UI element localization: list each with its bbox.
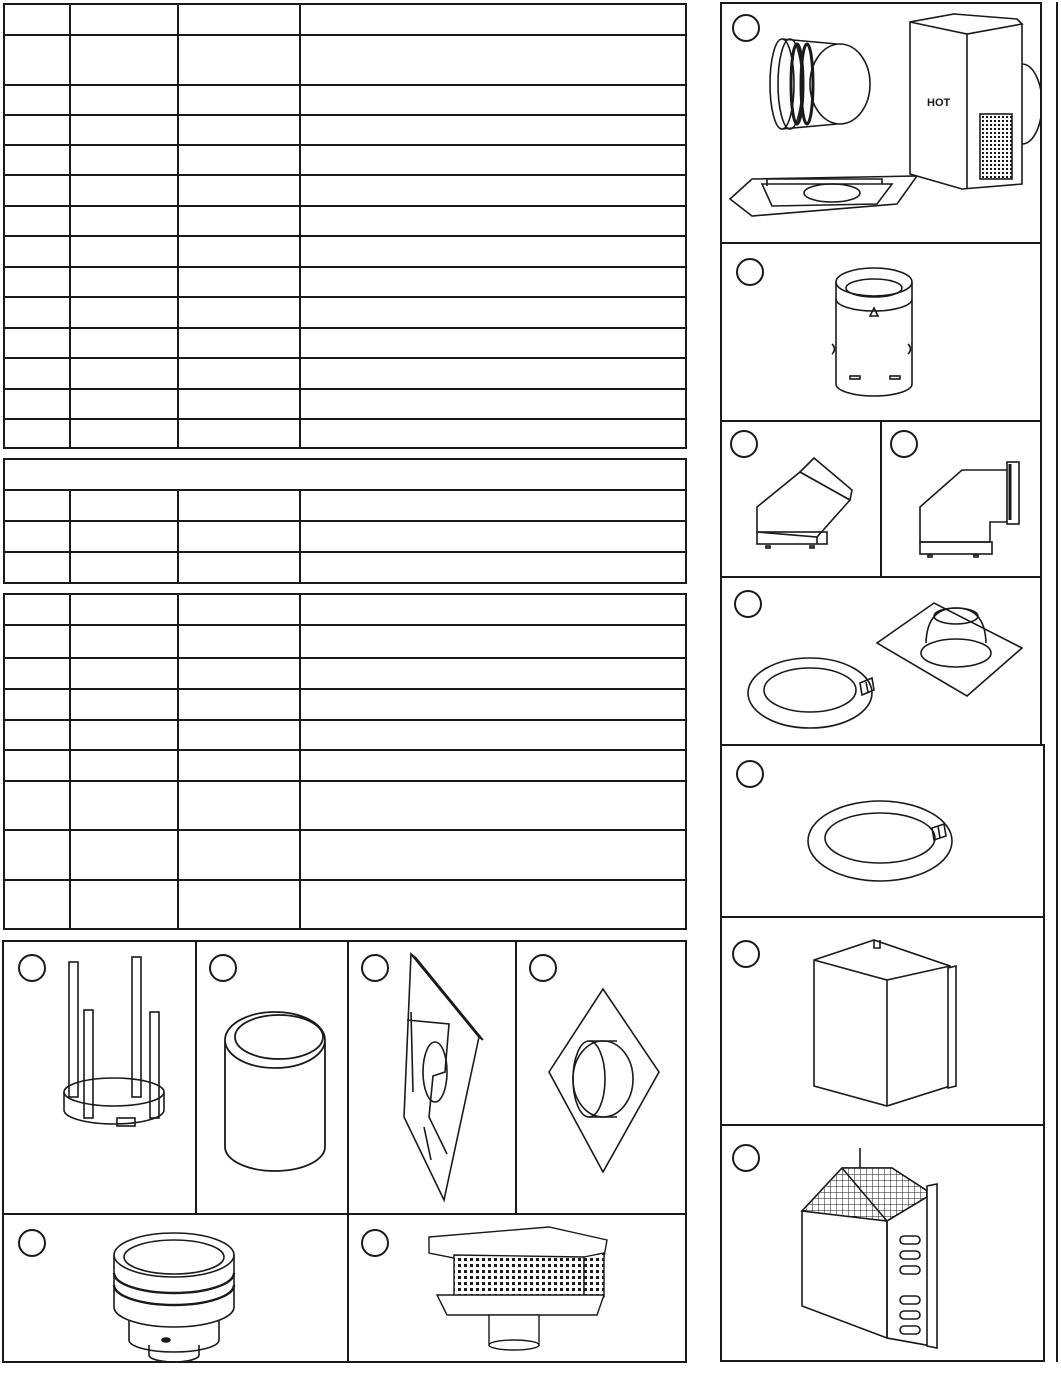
hot-label: HOT — [927, 97, 951, 109]
wall-thimble-drawing — [197, 942, 349, 1215]
round-cap-drawing — [4, 1215, 349, 1363]
table-row — [4, 4, 686, 35]
table-header-row — [4, 459, 686, 490]
table-row — [4, 115, 686, 145]
illustration-trim-collar — [720, 744, 1045, 918]
illustration-square-chimney-cap — [347, 1213, 687, 1363]
illustration-horizontal-termination — [720, 1124, 1045, 1362]
table-row — [4, 85, 686, 115]
table-row — [4, 35, 686, 85]
table-row — [4, 689, 686, 720]
illustration-elbow-90 — [880, 420, 1042, 578]
table-row — [4, 625, 686, 658]
illustration-roof-flashing — [720, 576, 1042, 746]
illustration-ceiling-firestop — [347, 940, 517, 1215]
illustration-firestop-spacer — [2, 940, 197, 1215]
firestop-spacer-drawing — [4, 942, 197, 1215]
table-row — [4, 236, 686, 267]
trim-collar-drawing — [722, 746, 1045, 918]
table-row — [4, 781, 686, 830]
pipe-section-drawing — [722, 244, 1042, 422]
table-row — [4, 419, 686, 448]
illustration-pipe-section — [720, 242, 1042, 422]
table-row — [4, 880, 686, 929]
illustration-corner-shield — [720, 916, 1045, 1126]
parts-table-3 — [3, 593, 687, 930]
termination-kit-drawing — [722, 4, 1042, 244]
diamond-plate-drawing — [517, 942, 687, 1215]
table-row — [4, 830, 686, 880]
illustration-wall-thimble — [195, 940, 349, 1215]
table-row — [4, 594, 686, 625]
illustration-termination-kit — [720, 2, 1042, 244]
square-chimney-cap-drawing — [349, 1215, 687, 1363]
table-row — [4, 750, 686, 781]
table-row — [4, 389, 686, 419]
parts-table-2 — [3, 458, 687, 584]
table-row — [4, 175, 686, 206]
table-row — [4, 490, 686, 521]
table-row — [4, 358, 686, 389]
ceiling-firestop-drawing — [349, 942, 517, 1215]
table-row — [4, 206, 686, 236]
elbow-90-drawing — [882, 422, 1042, 578]
table-row — [4, 145, 686, 175]
illustration-round-cap — [2, 1213, 349, 1363]
corner-shield-drawing — [722, 918, 1045, 1126]
page-right-border — [1056, 2, 1058, 1362]
illustration-diamond-plate — [515, 940, 687, 1215]
table-row — [4, 297, 686, 328]
table-row — [4, 328, 686, 358]
table-row — [4, 552, 686, 583]
table-row — [4, 658, 686, 689]
horizontal-termination-drawing — [722, 1126, 1045, 1362]
parts-table-1 — [3, 3, 687, 449]
table-row — [4, 267, 686, 297]
elbow-45-drawing — [722, 422, 882, 578]
illustration-elbow-45 — [720, 420, 882, 578]
roof-flashing-drawing — [722, 578, 1042, 746]
table-row — [4, 720, 686, 750]
table-row — [4, 521, 686, 552]
